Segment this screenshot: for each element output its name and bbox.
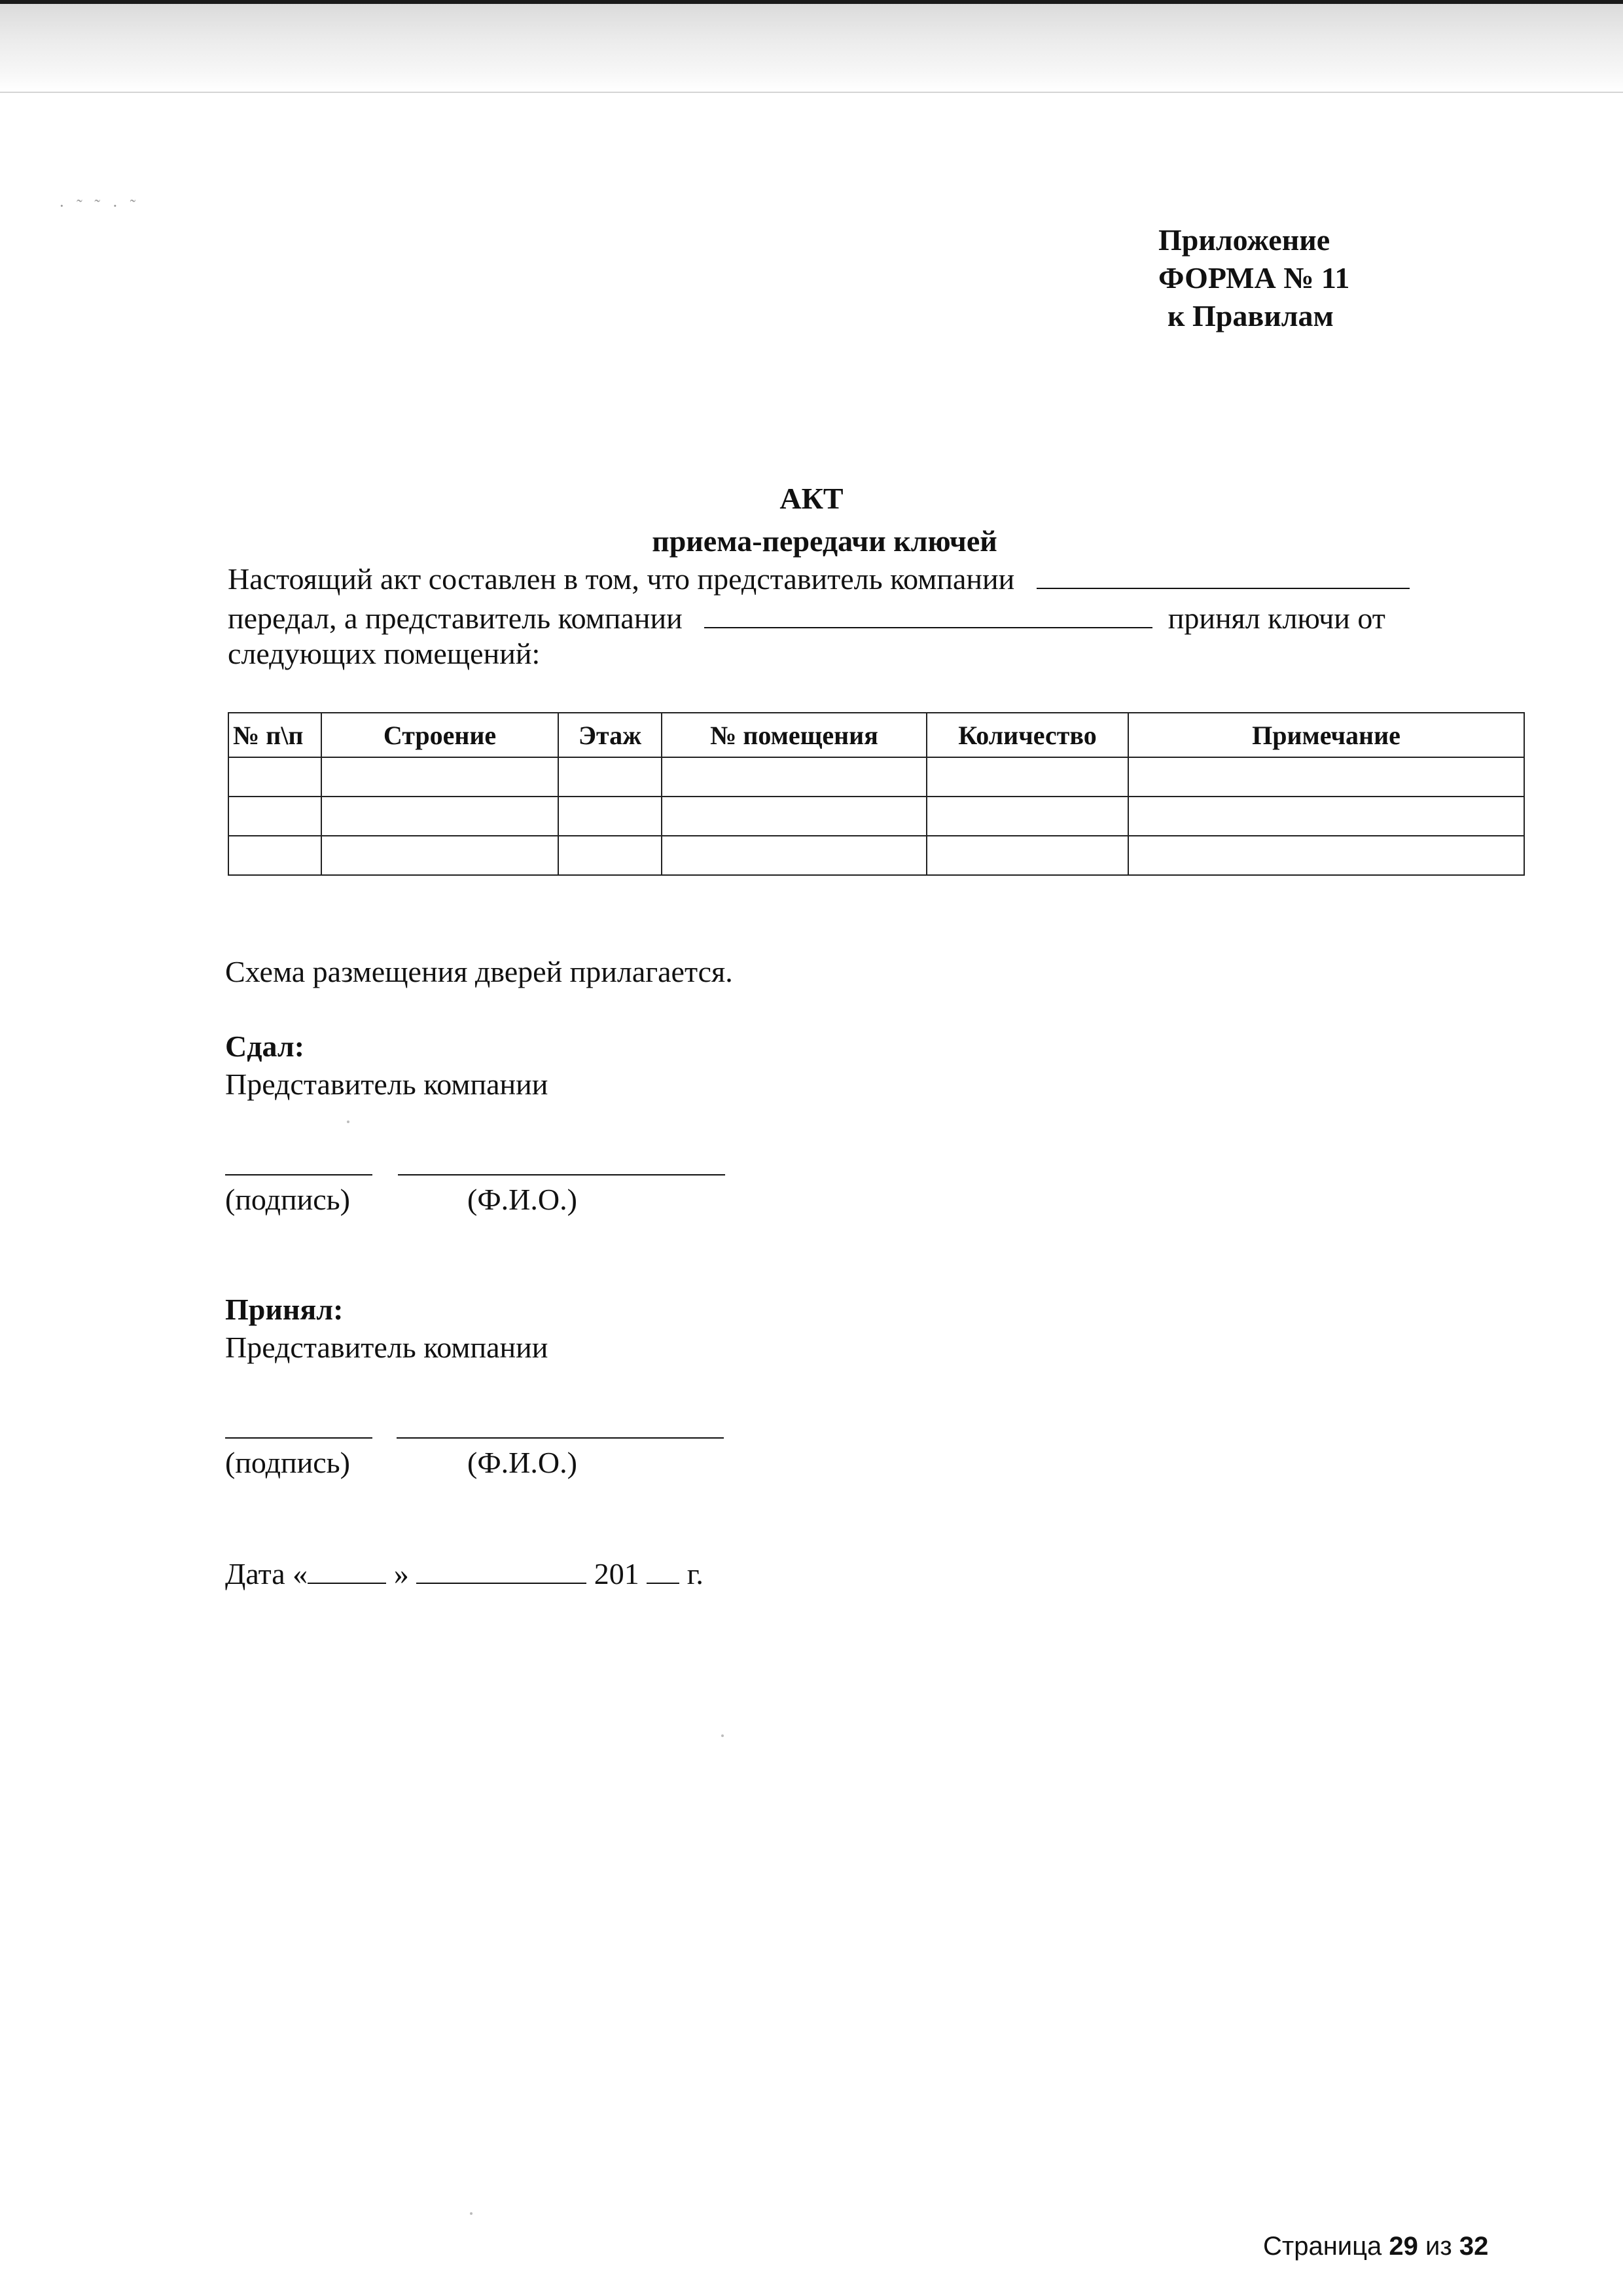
scan-artifact: · ˜ ˜ · ˜ (59, 196, 140, 215)
scan-speck (347, 1121, 349, 1123)
page-number (1263, 2232, 1488, 2261)
scan-speck (470, 2212, 473, 2215)
table-cell[interactable] (321, 757, 558, 797)
scan-shadow (0, 0, 1623, 92)
table-cell[interactable] (321, 797, 558, 836)
date-quote-close: » (393, 1557, 409, 1590)
appendix-line-3: к Правилам (1168, 299, 1334, 332)
intro-line-1 (228, 562, 1410, 596)
table-cell[interactable] (558, 836, 662, 875)
header-floor: Этаж (558, 713, 662, 757)
handed-name-line[interactable] (398, 1174, 725, 1175)
handed-role: Представитель компании (225, 1067, 548, 1101)
header-building: Строение (321, 713, 558, 757)
table-cell[interactable] (558, 797, 662, 836)
table-cell[interactable] (1128, 836, 1524, 875)
header-quantity: Количество (927, 713, 1128, 757)
received-role: Представитель компании (225, 1331, 548, 1364)
date-day-field[interactable] (308, 1556, 386, 1584)
table-cell[interactable] (927, 757, 1128, 797)
page-current: 29 (1389, 2232, 1418, 2261)
date-year-field[interactable] (647, 1556, 679, 1584)
page-total: 32 (1459, 2232, 1489, 2261)
page-label: Страница (1263, 2232, 1382, 2261)
table-cell[interactable] (228, 797, 321, 836)
handed-sign-label: (подпись) (225, 1183, 350, 1216)
date-suffix: г. (687, 1557, 704, 1590)
table-cell[interactable] (927, 836, 1128, 875)
table-cell[interactable] (662, 757, 927, 797)
appendix-line-2: ФОРМА № 11 (1158, 261, 1350, 295)
page-edge (0, 92, 1623, 93)
table-cell[interactable] (927, 797, 1128, 836)
received-name-label: (Ф.И.О.) (467, 1446, 577, 1479)
table-row (228, 797, 1524, 836)
table-cell[interactable] (558, 757, 662, 797)
table-cell[interactable] (662, 797, 927, 836)
received-signature-line[interactable] (225, 1437, 372, 1439)
handed-name-label: (Ф.И.О.) (467, 1183, 577, 1216)
scheme-note: Схема размещения дверей прилагается. (225, 955, 733, 988)
date-year: 201 (594, 1557, 639, 1590)
handed-signature-line[interactable] (225, 1174, 372, 1175)
header-number: № п\п (228, 713, 321, 757)
company-to-field[interactable] (704, 601, 1152, 628)
table-cell[interactable] (228, 757, 321, 797)
header-room-number: № помещения (662, 713, 927, 757)
header-note: Примечание (1128, 713, 1524, 757)
scan-speck (721, 1734, 724, 1737)
received-sign-label: (подпись) (225, 1446, 350, 1479)
table-cell[interactable] (1128, 797, 1524, 836)
appendix-block (1158, 221, 1349, 335)
handed-heading: Сдал: (225, 1030, 305, 1063)
received-heading: Принял: (225, 1293, 344, 1326)
intro-line-3: следующих помещений: (228, 637, 541, 670)
received-name-line[interactable] (397, 1437, 724, 1439)
date-line (225, 1556, 704, 1591)
document-title: АКТ (779, 482, 844, 515)
document-subtitle: приема-передачи ключей (652, 524, 997, 558)
table-header-row (228, 713, 1524, 757)
date-prefix: Дата « (225, 1557, 308, 1590)
table-cell[interactable] (1128, 757, 1524, 797)
intro-line-2-part2: принял ключи от (1168, 601, 1385, 635)
table-cell[interactable] (662, 836, 927, 875)
company-from-field[interactable] (1037, 562, 1410, 589)
intro-line-1-text: Настоящий акт составлен в том, что представитель компании (228, 562, 1015, 596)
table-cell[interactable] (228, 836, 321, 875)
table-row (228, 757, 1524, 797)
keys-table (228, 712, 1525, 876)
page-of: из (1425, 2232, 1452, 2261)
table-cell[interactable] (321, 836, 558, 875)
appendix-line-1: Приложение (1158, 223, 1330, 257)
intro-line-2 (228, 601, 1385, 636)
intro-line-2-part1: передал, а представитель компании (228, 601, 683, 635)
date-month-field[interactable] (416, 1556, 586, 1584)
table-row (228, 836, 1524, 875)
